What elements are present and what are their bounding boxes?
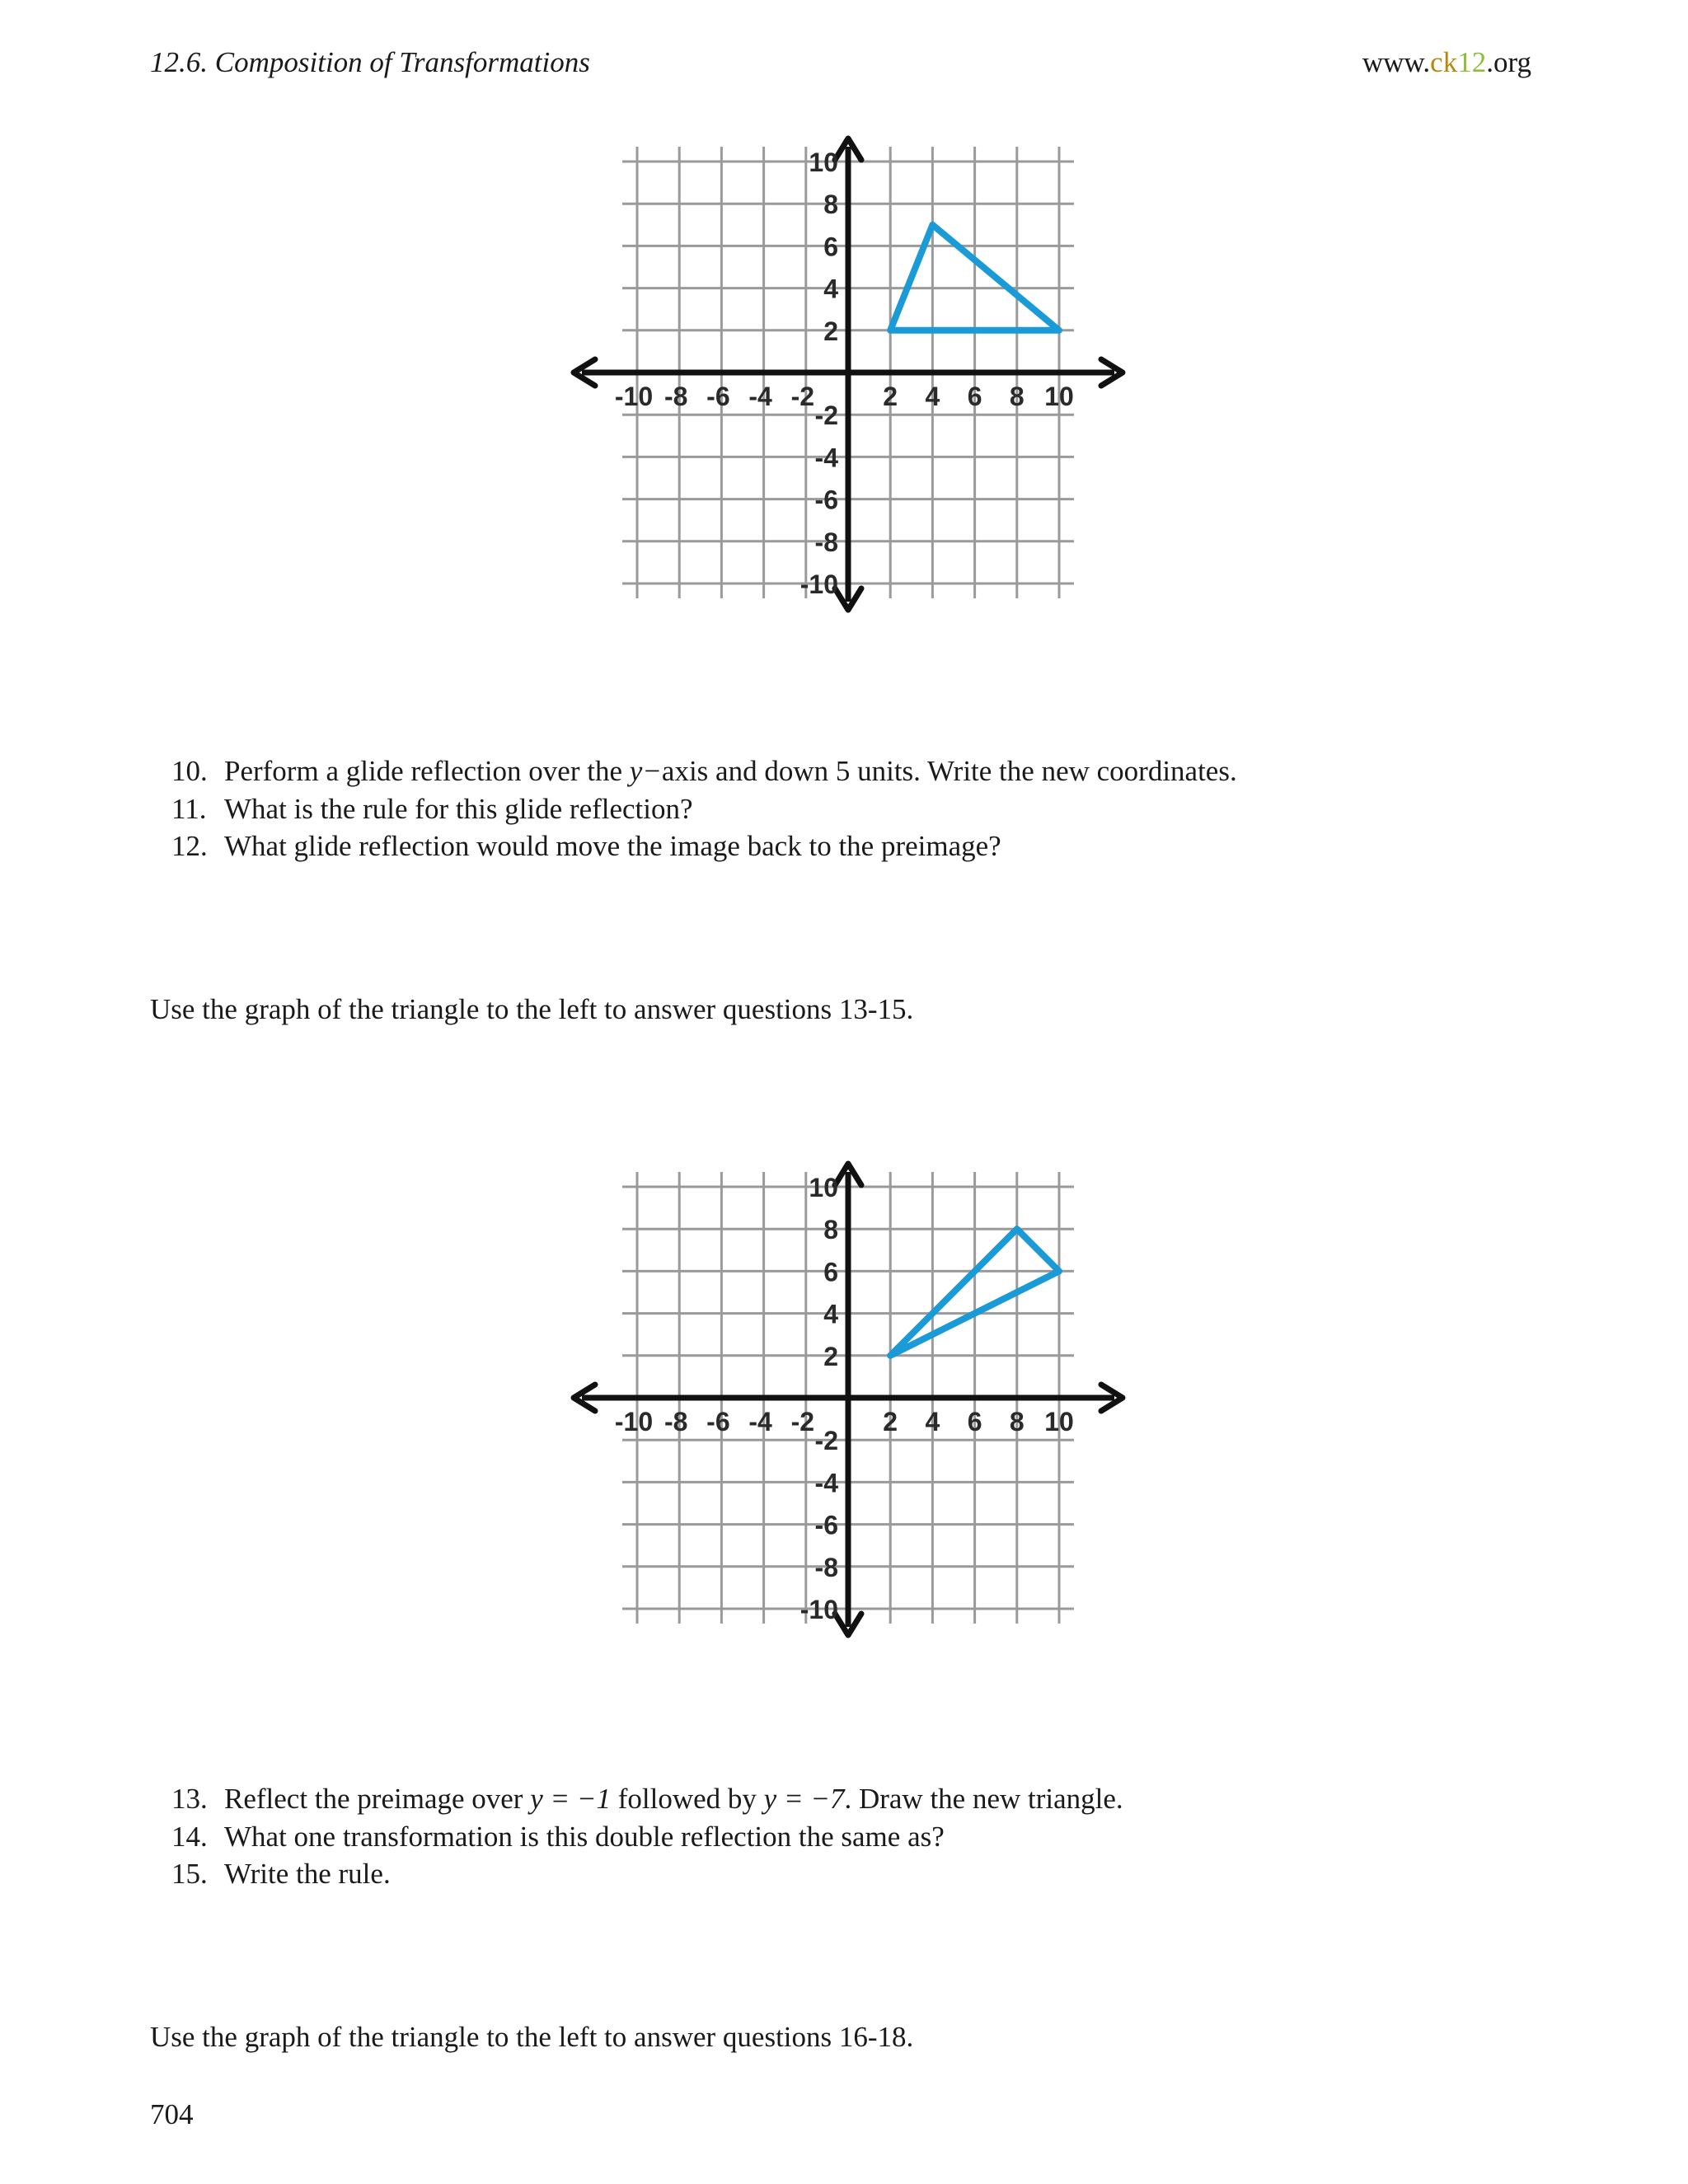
coordinate-graph-2 [564, 1154, 1132, 1648]
y-tick-label: -10 [799, 1595, 838, 1624]
y-tick-label: -6 [814, 485, 838, 515]
x-tick-label: 8 [1009, 382, 1025, 411]
page-number: 704 [150, 2098, 194, 2130]
question-15 [171, 1855, 1123, 1893]
question-list-13-15 [171, 1780, 1123, 1893]
x-tick-label: 8 [1009, 1407, 1025, 1436]
question-number: 15. [171, 1858, 208, 1890]
question-text-end: . Draw the new triangle. [844, 1783, 1123, 1815]
y-tick-label: 2 [823, 1341, 838, 1371]
site-prefix: www. [1362, 46, 1431, 78]
question-12 [171, 827, 1237, 865]
x-tick-label: 2 [883, 382, 898, 411]
coordinate-graph-1 [564, 129, 1132, 623]
y-tick-label: 6 [823, 232, 838, 262]
y-tick-label: 2 [823, 316, 838, 346]
y-tick-label: 8 [823, 190, 838, 220]
y-tick-label: 6 [823, 1257, 838, 1287]
y-tick-label: -2 [814, 401, 838, 431]
question-text: What is the rule for this glide reflection? [224, 792, 693, 825]
question-13 [171, 1780, 1123, 1818]
x-tick-label: -4 [748, 1407, 772, 1436]
y-tick-label: 10 [809, 148, 838, 177]
question-number: 11. [171, 792, 207, 825]
question-text: What glide reflection would move the image back to the preimage? [224, 830, 1001, 862]
x-tick-label: 6 [967, 1407, 982, 1436]
page-header [150, 46, 1531, 87]
y-tick-label: -8 [814, 1552, 838, 1582]
y-tick-label: -4 [814, 1468, 838, 1498]
math-eq-1: y = −1 [530, 1783, 611, 1815]
x-tick-label: 6 [967, 382, 982, 411]
question-text: Reflect the preimage over [224, 1783, 531, 1815]
x-tick-label: 4 [925, 382, 940, 411]
x-tick-label: -2 [790, 382, 815, 411]
y-tick-label: 4 [823, 1299, 838, 1329]
y-tick-label: -8 [814, 527, 838, 557]
x-tick-label: 10 [1044, 1407, 1074, 1436]
math-y: y− [629, 755, 662, 787]
x-tick-label: 10 [1044, 382, 1074, 411]
x-tick-label: -8 [663, 382, 688, 411]
y-tick-label: -10 [799, 569, 838, 599]
question-text: Perform a glide reflection over the [224, 755, 630, 787]
site-suffix: .org [1486, 46, 1531, 78]
question-number: 10. [171, 755, 208, 787]
x-tick-label: -10 [614, 382, 654, 411]
question-number: 13. [171, 1783, 208, 1815]
graph-2-svg [564, 1154, 1132, 1648]
site-url[interactable] [1362, 46, 1531, 79]
y-tick-label: 4 [823, 274, 838, 304]
question-list-10-12 [171, 752, 1237, 865]
question-number: 14. [171, 1820, 208, 1853]
question-11 [171, 790, 1237, 828]
x-tick-label: -4 [748, 382, 772, 411]
y-tick-label: -4 [814, 443, 838, 473]
y-tick-label: 8 [823, 1215, 838, 1245]
x-tick-label: -6 [706, 382, 730, 411]
question-14 [171, 1818, 1123, 1856]
y-tick-label: 10 [809, 1173, 838, 1202]
math-eq-2: y = −7 [763, 1783, 845, 1815]
instruction-16-18: Use the graph of the triangle to the left to answer questions 16-18. [150, 2021, 914, 2053]
question-text-mid: followed by [611, 1783, 764, 1815]
question-text-cont: axis and down 5 units. Write the new coordinates. [661, 755, 1237, 787]
site-ck: ck [1430, 46, 1458, 78]
instruction-13-15: Use the graph of the triangle to the left to answer questions 13-15. [150, 993, 914, 1025]
x-tick-label: -6 [706, 1407, 730, 1436]
question-number: 12. [171, 830, 208, 862]
section-title: 12.6. Composition of Transformations [150, 46, 590, 78]
y-tick-label: -6 [814, 1510, 838, 1540]
x-tick-label: -8 [663, 1407, 688, 1436]
y-tick-label: -2 [814, 1426, 838, 1456]
site-12: 12 [1457, 46, 1487, 78]
question-text: What one transformation is this double reflection the same as? [224, 1820, 945, 1853]
x-tick-label: -10 [614, 1407, 654, 1436]
x-tick-label: 4 [925, 1407, 940, 1436]
question-10 [171, 752, 1237, 790]
graph-1-svg [564, 129, 1132, 623]
x-tick-label: -2 [790, 1407, 815, 1436]
question-text: Write the rule. [224, 1858, 391, 1890]
x-tick-label: 2 [883, 1407, 898, 1436]
